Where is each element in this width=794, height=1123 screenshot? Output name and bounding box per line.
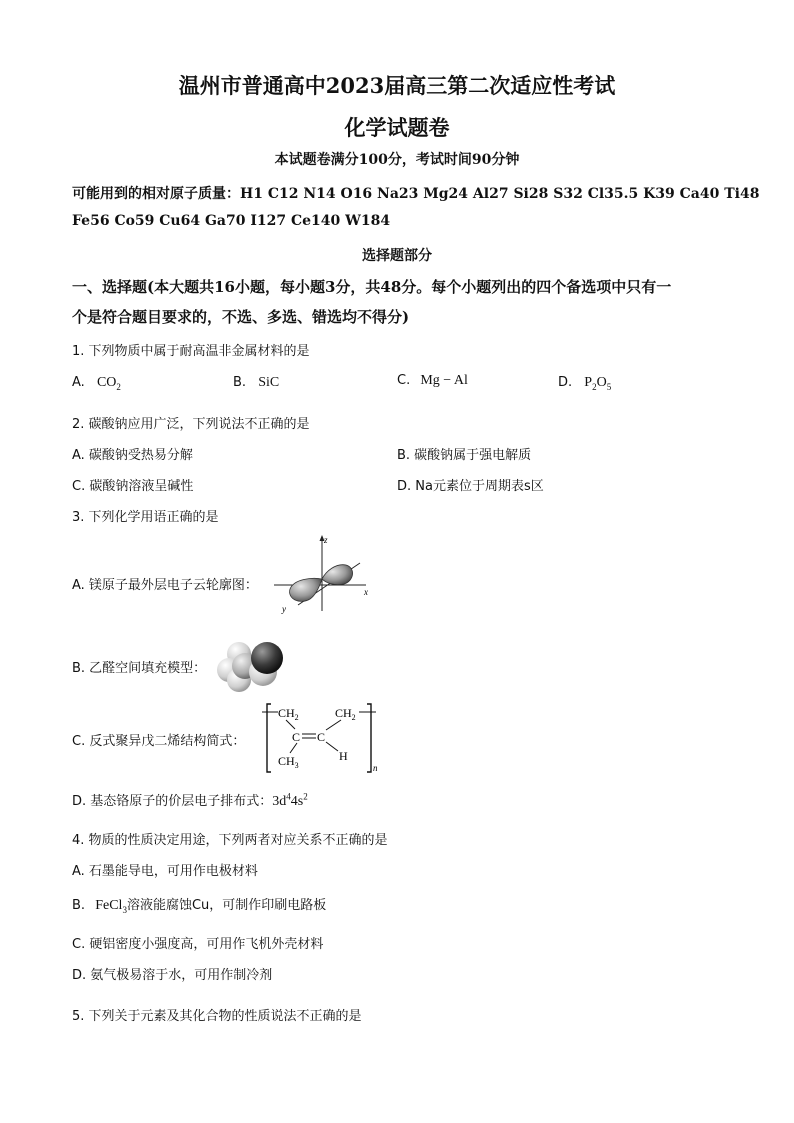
acetaldehyde-space-filling-model bbox=[215, 638, 287, 694]
axis-y-label: y bbox=[282, 604, 286, 614]
atomic-masses-line1: 可能用到的相对原子质量：H1 C12 N14 O16 Na23 Mg24 Al27 Si28 S32 Cl35.5 K39 Ca40 Ti48 bbox=[72, 186, 760, 202]
section-intro-line1: 一、选择题(本大题共16小题，每小题3分，共48分。每个小题列出的四个备选项中只有一 bbox=[72, 278, 672, 296]
q1-stem: 1. 下列物质中属于耐高温非金属材料的是 bbox=[72, 344, 310, 359]
axis-x-label: x bbox=[364, 587, 368, 597]
bond-ch2-c-right bbox=[326, 720, 341, 730]
exam-info: 本试题卷满分100分，考试时间90分钟 bbox=[274, 152, 520, 168]
q2-stem: 2. 碳酸钠应用广泛，下列说法不正确的是 bbox=[72, 417, 310, 432]
q2-option-a: A. 碳酸钠受热易分解 bbox=[72, 448, 193, 463]
q4-option-d: D. 氨气极易溶于水，可用作制冷剂 bbox=[72, 968, 273, 983]
trans-polyisoprene-structure bbox=[262, 700, 382, 776]
q1-option-d: D. $P_2O_5$ bbox=[558, 375, 612, 392]
c-right: C bbox=[317, 730, 326, 744]
exam-title: 温州市普通高中2023届高三第二次适应性考试 bbox=[178, 73, 616, 98]
q4-option-c: C. 硬铝密度小强度高，可用作飞机外壳材料 bbox=[72, 937, 324, 952]
axis-z-label: z bbox=[324, 535, 328, 545]
bond-ch2-c-left bbox=[286, 720, 295, 729]
left-bracket bbox=[267, 704, 271, 772]
subject-title: 化学试题卷 bbox=[344, 115, 450, 140]
q3-stem: 3. 下列化学用语正确的是 bbox=[72, 510, 219, 525]
section-title: 选择题部分 bbox=[362, 248, 432, 264]
ch2-left: $CH_2$ bbox=[278, 706, 299, 722]
q3-option-c: C. 反式聚异戊二烯结构简式： bbox=[72, 734, 246, 749]
atomic-masses-line2: Fe56 Co59 Cu64 Ga70 I127 Ce140 W184 bbox=[72, 213, 391, 229]
q4-option-a: A. 石墨能导电，可用作电极材料 bbox=[72, 864, 258, 879]
q5-stem: 5. 下列关于元素及其化合物的性质说法不正确的是 bbox=[72, 1009, 362, 1024]
orbital-lobe-left bbox=[290, 578, 322, 601]
q1-option-b: B. SiC bbox=[233, 375, 280, 390]
h-atom: H bbox=[339, 749, 348, 763]
right-bracket bbox=[367, 704, 371, 772]
section-intro-line2: 个是符合题目要求的，不选、多选、错选均不得分) bbox=[72, 308, 410, 326]
q3-option-a: A. 镁原子最外层电子云轮廓图： bbox=[72, 578, 258, 593]
q4-option-b: B. FeCl$_3$溶液能腐蚀Cu，可制作印刷电路板 bbox=[72, 898, 327, 915]
q3-option-d: D. 基态铬原子的价层电子排布式：$3d^44s^2$ bbox=[72, 791, 308, 809]
p-orbital-diagram bbox=[270, 533, 380, 617]
q4-stem: 4. 物质的性质决定用途，下列两者对应关系不正确的是 bbox=[72, 833, 388, 848]
q3-option-b: B. 乙醛空间填充模型： bbox=[72, 661, 207, 676]
q1-option-a: A. $CO_2$ bbox=[72, 375, 121, 392]
orbital-lobe-right bbox=[322, 565, 353, 585]
q2-option-d: D. Na元素位于周期表s区 bbox=[397, 479, 544, 494]
q2-option-b: B. 碳酸钠属于强电解质 bbox=[397, 448, 532, 463]
repeat-n: n bbox=[373, 763, 378, 773]
o-atom bbox=[251, 642, 283, 674]
ch3-group: $CH_3$ bbox=[278, 754, 299, 770]
ch2-right: $CH_2$ bbox=[335, 706, 356, 722]
c-left: C bbox=[292, 730, 301, 744]
q2-option-c: C. 碳酸钠溶液呈碱性 bbox=[72, 479, 194, 494]
bond-c-h bbox=[326, 742, 338, 751]
q1-option-c: C. Mg − Al bbox=[397, 373, 468, 388]
bond-c-ch3 bbox=[290, 743, 297, 753]
